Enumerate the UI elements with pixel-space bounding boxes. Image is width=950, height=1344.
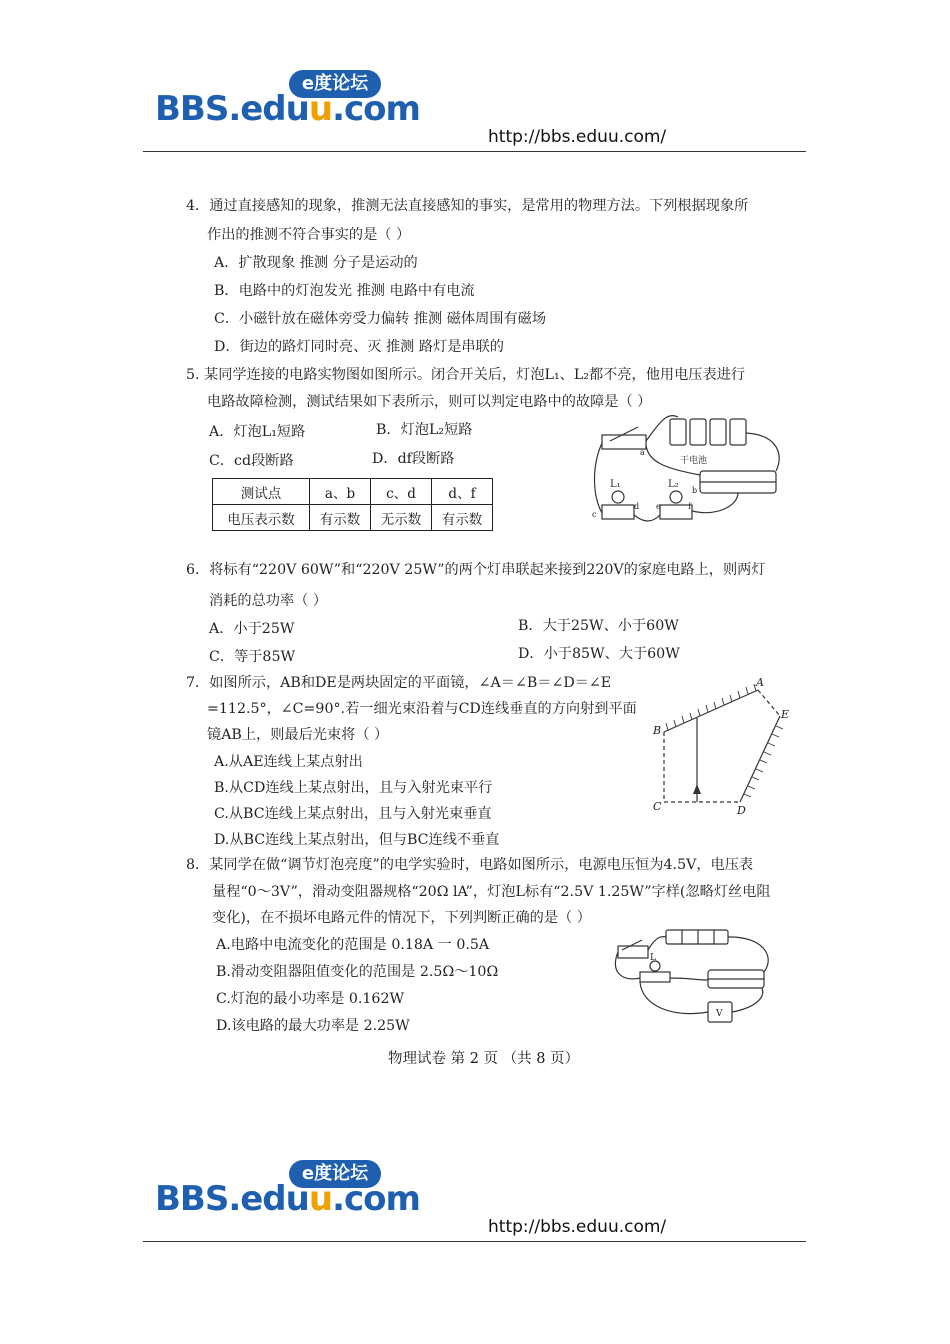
figure-label: C xyxy=(653,800,662,813)
q8-stem: 量程“0～3V”，滑动变阻器规格“20Ω lA”，灯泡L标有“2.5V 1.25W”字样(忽略灯丝电阻 xyxy=(212,884,771,900)
figure-label: f xyxy=(688,502,691,511)
q6-option-a: A．小于25W xyxy=(209,621,295,637)
header-rule xyxy=(143,1241,806,1242)
site-logo xyxy=(143,1157,420,1231)
figure-label: L₁ xyxy=(610,479,621,490)
q5-circuit-figure xyxy=(588,405,788,540)
q4-option-a: A．扩散现象 推测 分子是运动的 xyxy=(214,255,418,271)
q5-option-c: C．cd段断路 xyxy=(209,453,294,469)
q8-option-c: C.灯泡的最小功率是 0.162W xyxy=(216,991,405,1007)
q6-option-b: B．大于25W、小于60W xyxy=(518,618,679,634)
figure-label: d xyxy=(634,502,640,511)
table-row xyxy=(213,505,493,531)
q4-option-c: C．小磁针放在磁体旁受力偏转 推测 磁体周围有磁场 xyxy=(214,311,547,327)
q4-option-d: D．街边的路灯同时亮、灭 推测 路灯是串联的 xyxy=(214,339,504,355)
q4-stem: 作出的推测不符合事实的是（ ） xyxy=(207,227,411,243)
figure-label: L xyxy=(650,953,656,963)
table-header-cell: 测试点 xyxy=(213,479,310,505)
q4-stem: 4．通过直接感知的现象，推测无法直接感知的事实，是常用的物理方法。下列根据现象所 xyxy=(186,198,749,214)
logo-text: BBS.eduu.com xyxy=(155,1179,420,1219)
table-cell: 有示数 xyxy=(432,505,493,531)
q7-option-b: B.从CD连线上某点射出，且与入射光束平行 xyxy=(214,780,493,796)
figure-label: A xyxy=(756,676,764,689)
figure-label: L₂ xyxy=(668,479,679,490)
q7-option-a: A.从AE连线上某点射出 xyxy=(214,754,363,770)
figure-label: B xyxy=(653,724,662,737)
q7-option-c: C.从BC连线上某点射出，且与入射光束垂直 xyxy=(214,806,492,822)
q7-option-d: D.从BC连线上某点射出，但与BC连线不垂直 xyxy=(214,832,500,848)
figure-label: E xyxy=(781,708,790,721)
header-rule xyxy=(143,151,806,152)
table-header-row xyxy=(213,479,493,505)
logo-bubble: e度论坛 xyxy=(289,70,381,98)
table-cell: 有示数 xyxy=(310,505,371,531)
table-header-cell: c、d xyxy=(371,479,432,505)
figure-label: b xyxy=(692,486,698,495)
figure-label: a xyxy=(640,448,645,457)
figure-label: D xyxy=(737,804,746,817)
q8-stem: 变化)，在不损坏电路元件的情况下，下列判断正确的是（ ） xyxy=(212,910,591,926)
figure-label: c xyxy=(592,510,597,519)
q8-option-b: B.滑动变阻器阻值变化的范围是 2.5Ω～10Ω xyxy=(216,964,499,980)
page-footer: 物理试卷 第 2 页 （共 8 页） xyxy=(388,1051,580,1067)
q8-circuit-figure xyxy=(612,926,780,1032)
table-header-cell: a、b xyxy=(310,479,371,505)
figure-label: 干电池 xyxy=(680,456,708,466)
table-cell: 无示数 xyxy=(371,505,432,531)
q5-option-a: A．灯泡L₁短路 xyxy=(209,424,306,440)
q5-measurement-table xyxy=(212,478,493,531)
q6-option-d: D．小于85W、大于60W xyxy=(518,646,680,662)
q7-stem: 7．如图所示，AB和DE是两块固定的平面镜，∠A＝∠B＝∠D＝∠E xyxy=(186,675,612,691)
q6-stem: 6．将标有“220V 60W”和“220V 25W”的两个灯串联起来接到220V的家庭电路上，则两灯 xyxy=(186,562,766,578)
q7-stem: =112.5°，∠C=90°.若一细光束沿着与CD连线垂直的方向射到平面 xyxy=(207,701,637,717)
logo-text: BBS.eduu.com xyxy=(155,89,420,129)
q5-option-b: B．灯泡L₂短路 xyxy=(376,422,473,438)
table-cell: 电压表示数 xyxy=(213,505,310,531)
q5-stem: 5. 某同学连接的电路实物图如图所示。闭合开关后，灯泡L₁、L₂都不亮，他用电压表进行 xyxy=(186,367,746,383)
figure-label: e xyxy=(656,502,661,511)
q7-stem: 镜AB上，则最后光束将（ ） xyxy=(207,727,389,743)
site-url[interactable]: http://bbs.eduu.com/ xyxy=(488,127,667,147)
site-url[interactable]: http://bbs.eduu.com/ xyxy=(488,1217,667,1237)
q8-option-d: D.该电路的最大功率是 2.25W xyxy=(216,1018,410,1034)
site-logo xyxy=(143,67,420,141)
q8-option-a: A.电路中电流变化的范围是 0.18A 一 0.5A xyxy=(216,937,490,953)
q8-stem: 8．某同学在做“调节灯泡亮度”的电学实验时，电路如图所示，电源电压恒为4.5V，电压表 xyxy=(186,857,754,873)
q6-option-c: C．等于85W xyxy=(209,649,296,665)
q4-option-b: B．电路中的灯泡发光 推测 电路中有电流 xyxy=(214,283,475,299)
figure-label: V xyxy=(716,1009,723,1019)
q5-option-d: D．df段断路 xyxy=(372,451,455,467)
logo-bubble: e度论坛 xyxy=(289,1160,381,1188)
table-header-cell: d、f xyxy=(432,479,493,505)
q6-stem: 消耗的总功率（ ） xyxy=(209,593,328,609)
q7-mirror-figure xyxy=(648,676,793,818)
q5-stem: 电路故障检测，测试结果如下表所示，则可以判定电路中的故障是（ ） xyxy=(207,394,652,410)
